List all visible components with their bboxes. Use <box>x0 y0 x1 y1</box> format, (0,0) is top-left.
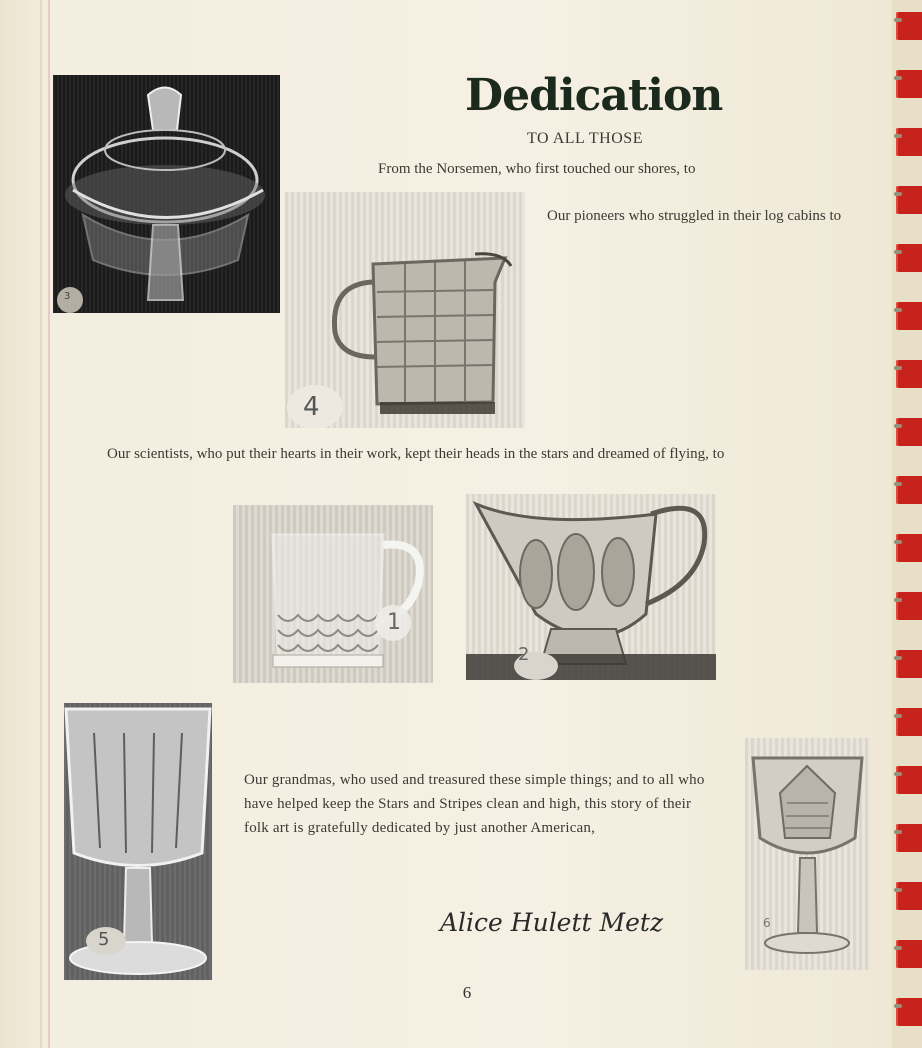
binding-tab <box>896 302 922 330</box>
binding-tab <box>896 418 922 446</box>
binding-tab <box>896 998 922 1026</box>
gutter-line-pink <box>48 0 50 1048</box>
binding-tab <box>896 708 922 736</box>
author-signature: Alice Hulett Metz <box>440 908 664 937</box>
photo-block-pitcher <box>285 192 525 428</box>
binding-tab <box>896 882 922 910</box>
photo-number-2: 2 <box>518 644 530 665</box>
binding-ring <box>894 308 902 312</box>
binding-ring <box>894 482 902 486</box>
binding-tab <box>896 766 922 794</box>
binding-ring <box>894 540 902 544</box>
binding-tab <box>896 650 922 678</box>
binding-tab <box>896 824 922 852</box>
dedication-paragraph-norsemen: From the Norsemen, who first touched our shores, to <box>378 161 696 177</box>
goblet-right-image <box>745 738 870 970</box>
binding-tab <box>896 12 922 40</box>
goblet-left-image <box>64 703 212 980</box>
photo-creamer <box>233 505 433 683</box>
block-pitcher-image <box>285 192 525 428</box>
binding-ring <box>894 598 902 602</box>
binding-ring <box>894 424 902 428</box>
binding-tab <box>896 360 922 388</box>
binding-tab <box>896 592 922 620</box>
thumbprint-pitcher-image <box>466 494 716 680</box>
page-subtitle: TO ALL THOSE <box>527 130 643 147</box>
binding-tab <box>896 70 922 98</box>
binding-ring <box>894 134 902 138</box>
binding-tab <box>896 534 922 562</box>
page-title: Dedication <box>465 70 723 121</box>
dedication-paragraph-pioneers: Our pioneers who struggled in their log cabins to <box>547 208 842 224</box>
dedication-paragraph-grandmas: Our grandmas, who used and treasured these simple things; and to all who have helped keep the Stars and Stripes clean and high, this story of their folk art is gratefully dedicated by just another American, <box>244 772 705 836</box>
creamer-image <box>233 505 433 683</box>
page-number: 6 <box>462 983 472 1002</box>
photo-thumbprint-pitcher <box>466 494 716 680</box>
photo-covered-dish <box>53 75 280 313</box>
binding-tab <box>896 186 922 214</box>
photo-number-5: 5 <box>98 929 110 950</box>
binding-tab <box>896 244 922 272</box>
covered-dish-image <box>53 75 280 313</box>
binding-ring <box>894 1004 902 1008</box>
photo-number-4: 4 <box>303 392 320 422</box>
photo-goblet-left <box>64 703 212 980</box>
binding-ring <box>894 830 902 834</box>
binding-ring <box>894 714 902 718</box>
binding-ring <box>894 250 902 254</box>
binding-tab <box>896 476 922 504</box>
photo-number-3: 3 <box>64 291 71 302</box>
binding-ring <box>894 18 902 22</box>
spiral-binding <box>892 0 922 1048</box>
dedication-paragraph-scientists: Our scientists, who put their hearts in their work, kept their heads in the stars and dreamed of flying, to <box>107 446 725 462</box>
binding-tab <box>896 940 922 968</box>
binding-tab <box>896 128 922 156</box>
gutter-line <box>40 0 42 1048</box>
binding-ring <box>894 76 902 80</box>
photo-number-6: 6 <box>763 916 771 930</box>
binding-ring <box>894 366 902 370</box>
photo-number-1: 1 <box>387 610 401 635</box>
binding-ring <box>894 772 902 776</box>
binding-ring <box>894 656 902 660</box>
binding-ring <box>894 946 902 950</box>
binding-ring <box>894 192 902 196</box>
binding-ring <box>894 888 902 892</box>
photo-goblet-right <box>745 738 870 970</box>
